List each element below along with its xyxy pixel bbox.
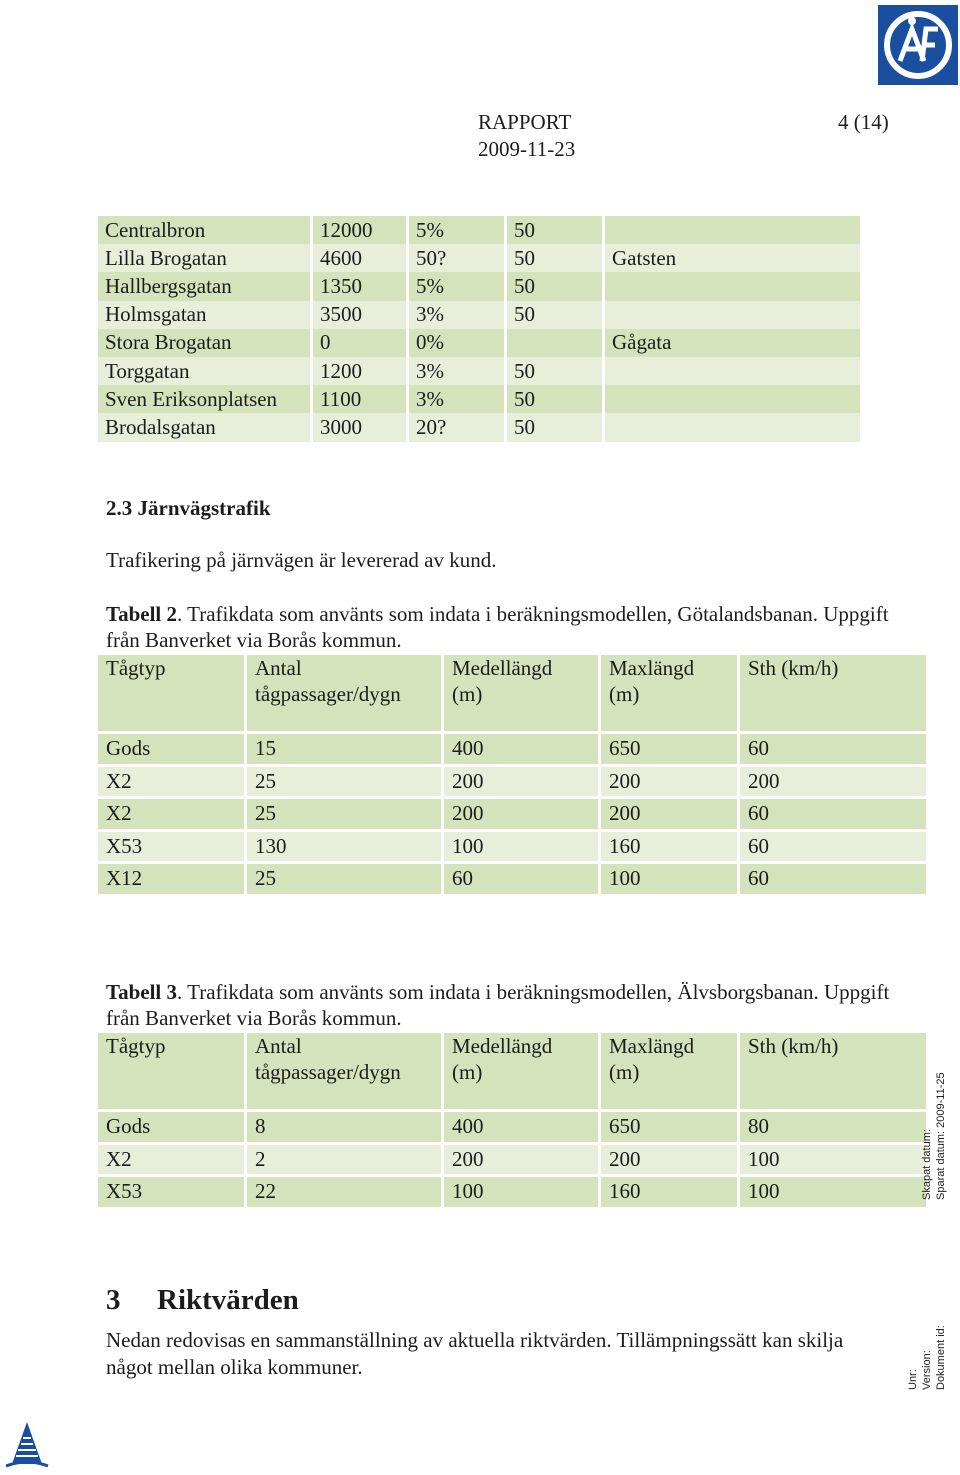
table-cell: X12 <box>98 864 244 894</box>
table-row <box>98 216 860 244</box>
column-header: Maxlängd (m) <box>601 1033 737 1109</box>
train-traffic-table-gotalandsbanan <box>95 652 929 897</box>
table-cell: Gatsten <box>605 244 860 272</box>
table-cell: Hallbergsgatan <box>98 272 310 300</box>
table-row <box>98 385 860 413</box>
created-date-label: Skapat datum: <box>921 1129 933 1200</box>
table-row <box>98 272 860 300</box>
table-cell <box>605 272 860 300</box>
report-date: 2009-11-23 <box>478 137 576 161</box>
table-cell: 0% <box>409 329 504 357</box>
table-cell: Torggatan <box>98 357 310 385</box>
street-traffic-table <box>95 216 863 442</box>
column-header: Tågtyp <box>98 655 244 731</box>
table-row <box>98 329 860 357</box>
table-cell: 60 <box>740 832 926 862</box>
column-header: Medellängd (m) <box>444 1033 598 1109</box>
caption-text: . Trafikdata som använts som indata i beräkningsmodellen, Älvsborgsbanan. Uppgift från Banverket via Borås kommun. <box>106 980 890 1030</box>
table-row <box>98 301 860 329</box>
column-header: Sth (km/h) <box>740 1033 926 1109</box>
table-cell <box>605 385 860 413</box>
table-cell: 50 <box>507 272 602 300</box>
table-cell: 50 <box>507 216 602 244</box>
document-id-label: Dokument id: <box>935 1325 947 1390</box>
table-cell: 200 <box>740 767 926 797</box>
section-heading-2-3: 2.3 Järnvägstrafik <box>106 496 271 520</box>
version-label: Version: <box>921 1350 933 1390</box>
table-cell: 25 <box>247 799 441 829</box>
table-row <box>98 357 860 385</box>
table-cell: 1350 <box>313 272 406 300</box>
af-logo-icon <box>878 5 958 85</box>
table-cell: 200 <box>601 799 737 829</box>
column-header: Medellängd (m) <box>444 655 598 731</box>
table-cell: 60 <box>444 864 598 894</box>
column-header: Antal tågpassager/dygn <box>247 655 441 731</box>
table-row <box>98 1145 926 1175</box>
table-row <box>98 1112 926 1142</box>
section-3-paragraph: Nedan redovisas en sammanställning av aktuella riktvärden. Tillämpningssätt kan skilja något mellan olika kommuner. <box>106 1328 844 1379</box>
saved-date-label: Sparat datum: 2009-11-25 <box>935 1072 947 1200</box>
section-paragraph: Trafikering på järnvägen är levererad av kund. <box>106 548 497 572</box>
table-cell: 160 <box>601 1177 737 1207</box>
table-cell: 60 <box>740 734 926 764</box>
table-cell: 3% <box>409 357 504 385</box>
table-cell <box>605 216 860 244</box>
caption-label: Tabell 3 <box>106 980 177 1004</box>
table-cell: 12000 <box>313 216 406 244</box>
table-cell: 50 <box>507 413 602 441</box>
table-cell: 50 <box>507 357 602 385</box>
table-cell: Centralbron <box>98 216 310 244</box>
table-cell: 200 <box>601 1145 737 1175</box>
table-cell: Lilla Brogatan <box>98 244 310 272</box>
table-cell: 50 <box>507 301 602 329</box>
table-cell: 3% <box>409 385 504 413</box>
table-cell: 100 <box>601 864 737 894</box>
table-cell: 8 <box>247 1112 441 1142</box>
table-cell: Sven Eriksonplatsen <box>98 385 310 413</box>
table-cell: Gods <box>98 734 244 764</box>
table-cell: 100 <box>444 1177 598 1207</box>
unr-label: Unr: <box>907 1369 919 1390</box>
table-cell: 20? <box>409 413 504 441</box>
table-cell: X53 <box>98 832 244 862</box>
table-cell: 130 <box>247 832 441 862</box>
table-cell: 50 <box>507 244 602 272</box>
shell-logo-icon <box>4 1420 50 1470</box>
table-cell: 3000 <box>313 413 406 441</box>
table-cell: 400 <box>444 1112 598 1142</box>
table-row <box>98 413 860 441</box>
column-header: Tågtyp <box>98 1033 244 1109</box>
table-cell: 50 <box>507 385 602 413</box>
table-cell: 5% <box>409 272 504 300</box>
table-row <box>98 864 926 894</box>
table-cell: 400 <box>444 734 598 764</box>
table-row <box>98 244 860 272</box>
caption-text: . Trafikdata som använts som indata i beräkningsmodellen, Götalandsbanan. Uppgift från Banverket via Borås kommun. <box>106 602 889 652</box>
table-cell: Stora Brogatan <box>98 329 310 357</box>
table-cell <box>507 329 602 357</box>
table-cell: 25 <box>247 864 441 894</box>
table-cell <box>605 413 860 441</box>
table-cell: 22 <box>247 1177 441 1207</box>
table-cell: 200 <box>444 799 598 829</box>
table-cell: 0 <box>313 329 406 357</box>
table-cell: Gods <box>98 1112 244 1142</box>
document-metadata-ids <box>906 1325 948 1390</box>
document-metadata-dates <box>920 1072 948 1200</box>
table-row <box>98 799 926 829</box>
table-cell: 160 <box>601 832 737 862</box>
table-cell: 1200 <box>313 357 406 385</box>
table-cell: 3% <box>409 301 504 329</box>
table-cell: Holmsgatan <box>98 301 310 329</box>
table-cell: 100 <box>740 1145 926 1175</box>
table-cell: 50? <box>409 244 504 272</box>
column-header: Maxlängd (m) <box>601 655 737 731</box>
table-caption-2 <box>106 601 906 653</box>
table-row <box>98 832 926 862</box>
table-cell: X2 <box>98 767 244 797</box>
column-header: Sth (km/h) <box>740 655 926 731</box>
section-title: Riktvärden <box>157 1284 299 1316</box>
table-row <box>98 734 926 764</box>
section-number: 3 <box>106 1284 121 1316</box>
table-row <box>98 1177 926 1207</box>
table-cell: X53 <box>98 1177 244 1207</box>
table-cell: 1100 <box>313 385 406 413</box>
table-cell: 100 <box>740 1177 926 1207</box>
table-cell: 80 <box>740 1112 926 1142</box>
table-cell: 2 <box>247 1145 441 1175</box>
table-cell: 5% <box>409 216 504 244</box>
table-cell: 200 <box>444 767 598 797</box>
table-cell: 200 <box>601 767 737 797</box>
table-cell: 3500 <box>313 301 406 329</box>
table-cell: 15 <box>247 734 441 764</box>
table-cell: 200 <box>444 1145 598 1175</box>
table-row <box>98 767 926 797</box>
table-cell: Gågata <box>605 329 860 357</box>
table-cell: X2 <box>98 1145 244 1175</box>
table-cell: 4600 <box>313 244 406 272</box>
table-cell <box>605 357 860 385</box>
table-cell: 100 <box>444 832 598 862</box>
table-cell: Brodalsgatan <box>98 413 310 441</box>
table-cell <box>605 301 860 329</box>
table-cell: 25 <box>247 767 441 797</box>
table-caption-3 <box>106 979 906 1031</box>
train-traffic-table-alvsborgsbanan <box>95 1030 929 1210</box>
table-cell: 60 <box>740 799 926 829</box>
table-cell: 60 <box>740 864 926 894</box>
caption-label: Tabell 2 <box>106 602 177 626</box>
table-cell: X2 <box>98 799 244 829</box>
section-heading-3 <box>106 1284 299 1317</box>
table-cell: 650 <box>601 734 737 764</box>
column-header: Antal tågpassager/dygn <box>247 1033 441 1109</box>
page-number: 4 (14) <box>838 110 889 134</box>
table-cell: 650 <box>601 1112 737 1142</box>
report-title: RAPPORT <box>478 110 572 134</box>
